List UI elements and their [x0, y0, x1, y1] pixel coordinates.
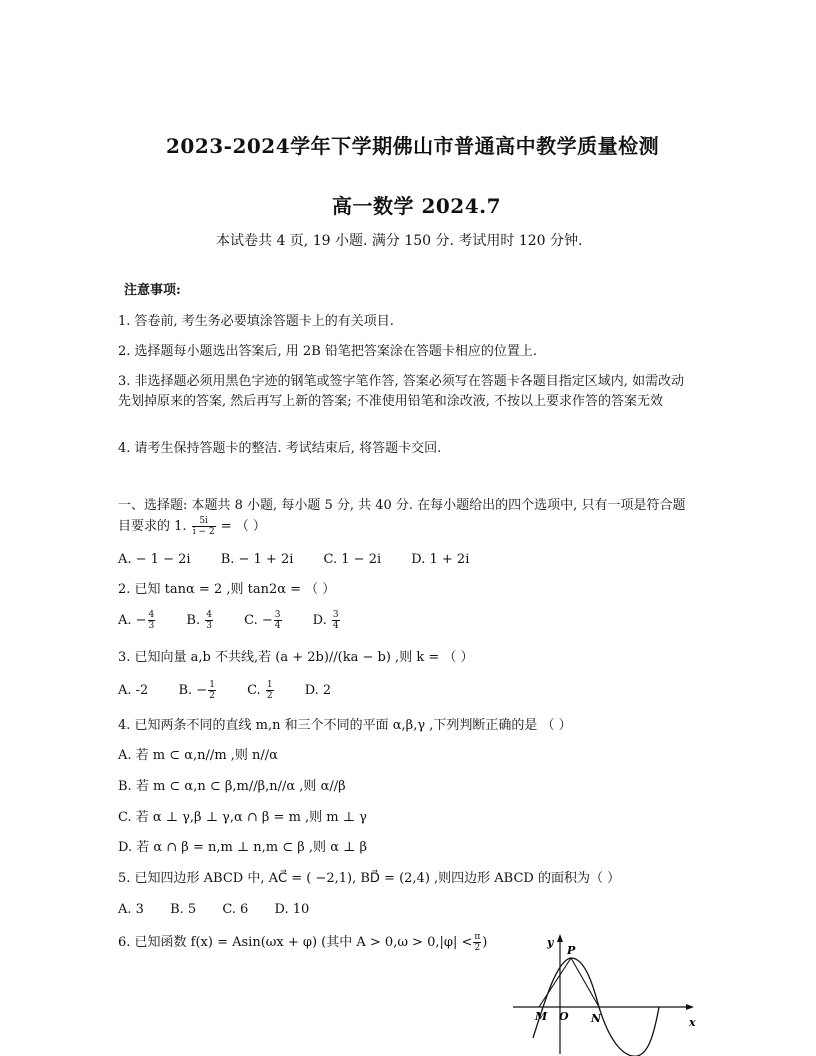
q6-stem-text: 6. 已知函数 f(x) = Asin(ωx + φ) (其中 A > 0,ω > 0,|φ| <	[118, 935, 473, 950]
option-a	[118, 610, 156, 631]
option-label: D.	[312, 613, 331, 628]
option-d	[313, 610, 341, 631]
option-fraction	[205, 610, 213, 631]
exam-info: 本试卷共 4 页, 19 小题. 满分 150 分. 考试用时 120 分钟.	[216, 233, 583, 249]
label-m: M	[535, 1010, 548, 1023]
option-label: A. −	[118, 613, 147, 628]
numerator: 4	[148, 610, 155, 620]
option-label: B. −	[178, 683, 208, 698]
option-fraction	[266, 680, 274, 701]
option-c	[244, 610, 282, 631]
option-a: A. − 1 − 2i	[118, 552, 191, 567]
q3-options	[118, 680, 357, 701]
x-axis-arrow	[686, 1004, 694, 1010]
option-label: A. -2	[118, 683, 149, 698]
q1-denominator: i − 2	[192, 527, 215, 537]
option-fraction	[274, 610, 282, 631]
q1-fraction	[192, 516, 216, 537]
notice-heading: 注意事项:	[124, 283, 181, 298]
notice-item: 2. 选择题每小题选出答案后, 用 2B 铅笔把答案涂在答题卡相应的位置上.	[118, 344, 538, 359]
option-d	[305, 681, 332, 701]
option-b	[178, 680, 216, 701]
numerator: 4	[206, 610, 212, 620]
numerator: 1	[266, 680, 273, 690]
q4-option-a: A. 若 m ⊂ α,n//m ,则 n//α	[118, 748, 278, 763]
q5-options	[118, 900, 331, 920]
segment-pn	[571, 958, 599, 1007]
option-label: D. 2	[304, 683, 332, 698]
option-d: D. 10	[274, 902, 310, 917]
y-axis-arrow	[557, 934, 563, 942]
exam-title: 2023-2024学年下学期佛山市普通高中教学质量检测	[166, 134, 660, 158]
option-fraction	[208, 680, 216, 701]
option-b: B. 5	[170, 902, 197, 917]
option-b: B. − 1 + 2i	[220, 552, 294, 567]
option-c: C. 1 − 2i	[323, 552, 382, 567]
numerator: 3	[274, 610, 281, 620]
q4-option-b: B. 若 m ⊂ α,n ⊂ β,m//β,n//α ,则 α//β	[118, 779, 346, 794]
segment-mp	[539, 958, 571, 1007]
option-c	[247, 680, 274, 701]
section-intro-text: 一、选择题: 本题共 8 小题, 每小题 5 分, 共 40 分. 在每小题给出的四个选项中, 只有一项是符合题目要求的 1.	[118, 498, 686, 534]
option-fraction	[332, 610, 340, 631]
label-n: N	[591, 1012, 602, 1025]
q5-stem: 5. 已知四边形 ABCD 中, AC⃗ = ( −2,1), BD⃗ = (2,4) ,则四边形 ABCD 的面积为（ ）	[118, 871, 621, 886]
option-a: A. 3	[118, 902, 144, 917]
q6-tail: )	[482, 935, 488, 950]
denominator: 4	[274, 621, 281, 631]
notice-item: 3. 非选择题必须用黑色字迹的钢笔或签字笔作答, 答案必须写在答题卡各题目指定区域内, 如需改动先划掉原来的答案, 然后再写上新的答案; 不准使用铅笔和涂改液, 不按以上要求作答的答案无效	[118, 374, 685, 409]
q1-options	[118, 550, 495, 570]
numerator: 1	[209, 680, 215, 690]
numerator: 3	[332, 610, 339, 620]
q4-option-d: D. 若 α ∩ β = n,m ⊥ n,m ⊂ β ,则 α ⊥ β	[118, 840, 367, 855]
option-label: B.	[186, 613, 205, 628]
label-y: y	[547, 936, 554, 949]
option-b	[186, 610, 214, 631]
q6-fraction	[473, 932, 481, 953]
q1-numerator: 5i	[192, 516, 216, 527]
label-p: P	[567, 944, 576, 957]
label-o: O	[559, 1010, 569, 1023]
denominator: 2	[266, 691, 273, 701]
option-d: D. 1 + 2i	[411, 552, 470, 567]
q3-stem: 3. 已知向量 a,b 不共线,若 (a + 2b)//(ka − b) ,则 k = （ ）	[118, 650, 474, 665]
option-c: C. 6	[222, 902, 249, 917]
q2-options	[118, 610, 367, 631]
denominator: 4	[332, 621, 339, 631]
exam-subtitle: 高一数学 2024.7	[332, 194, 502, 218]
q6-stem	[118, 932, 487, 953]
q2-stem: 2. 已知 tanα = 2 ,则 tan2α = （ ）	[118, 582, 336, 597]
numerator: π	[474, 932, 481, 942]
notice-item: 1. 答卷前, 考生务必要填涂答题卡上的有关项目.	[118, 314, 394, 329]
denominator: 3	[148, 621, 155, 631]
label-x: x	[689, 1016, 696, 1029]
option-label: C. −	[244, 613, 273, 628]
q4-stem: 4. 已知两条不同的直线 m,n 和三个不同的平面 α,β,γ ,下列判断正确的是 （ ）	[118, 718, 572, 733]
denominator: 2	[209, 691, 215, 701]
notice-item: 4. 请考生保持答题卡的整洁. 考试结束后, 将答题卡交回.	[118, 441, 442, 456]
section-intro	[118, 496, 694, 537]
sine-graph	[505, 930, 710, 1056]
option-fraction	[148, 610, 156, 631]
option-a	[118, 681, 148, 701]
denominator: 3	[206, 621, 212, 631]
q4-option-c: C. 若 α ⊥ γ,β ⊥ γ,α ∩ β = m ,则 m ⊥ γ	[118, 810, 367, 825]
denominator: 2	[474, 943, 481, 953]
q1-tail: = （ ）	[220, 519, 266, 534]
option-label: C.	[247, 683, 265, 698]
